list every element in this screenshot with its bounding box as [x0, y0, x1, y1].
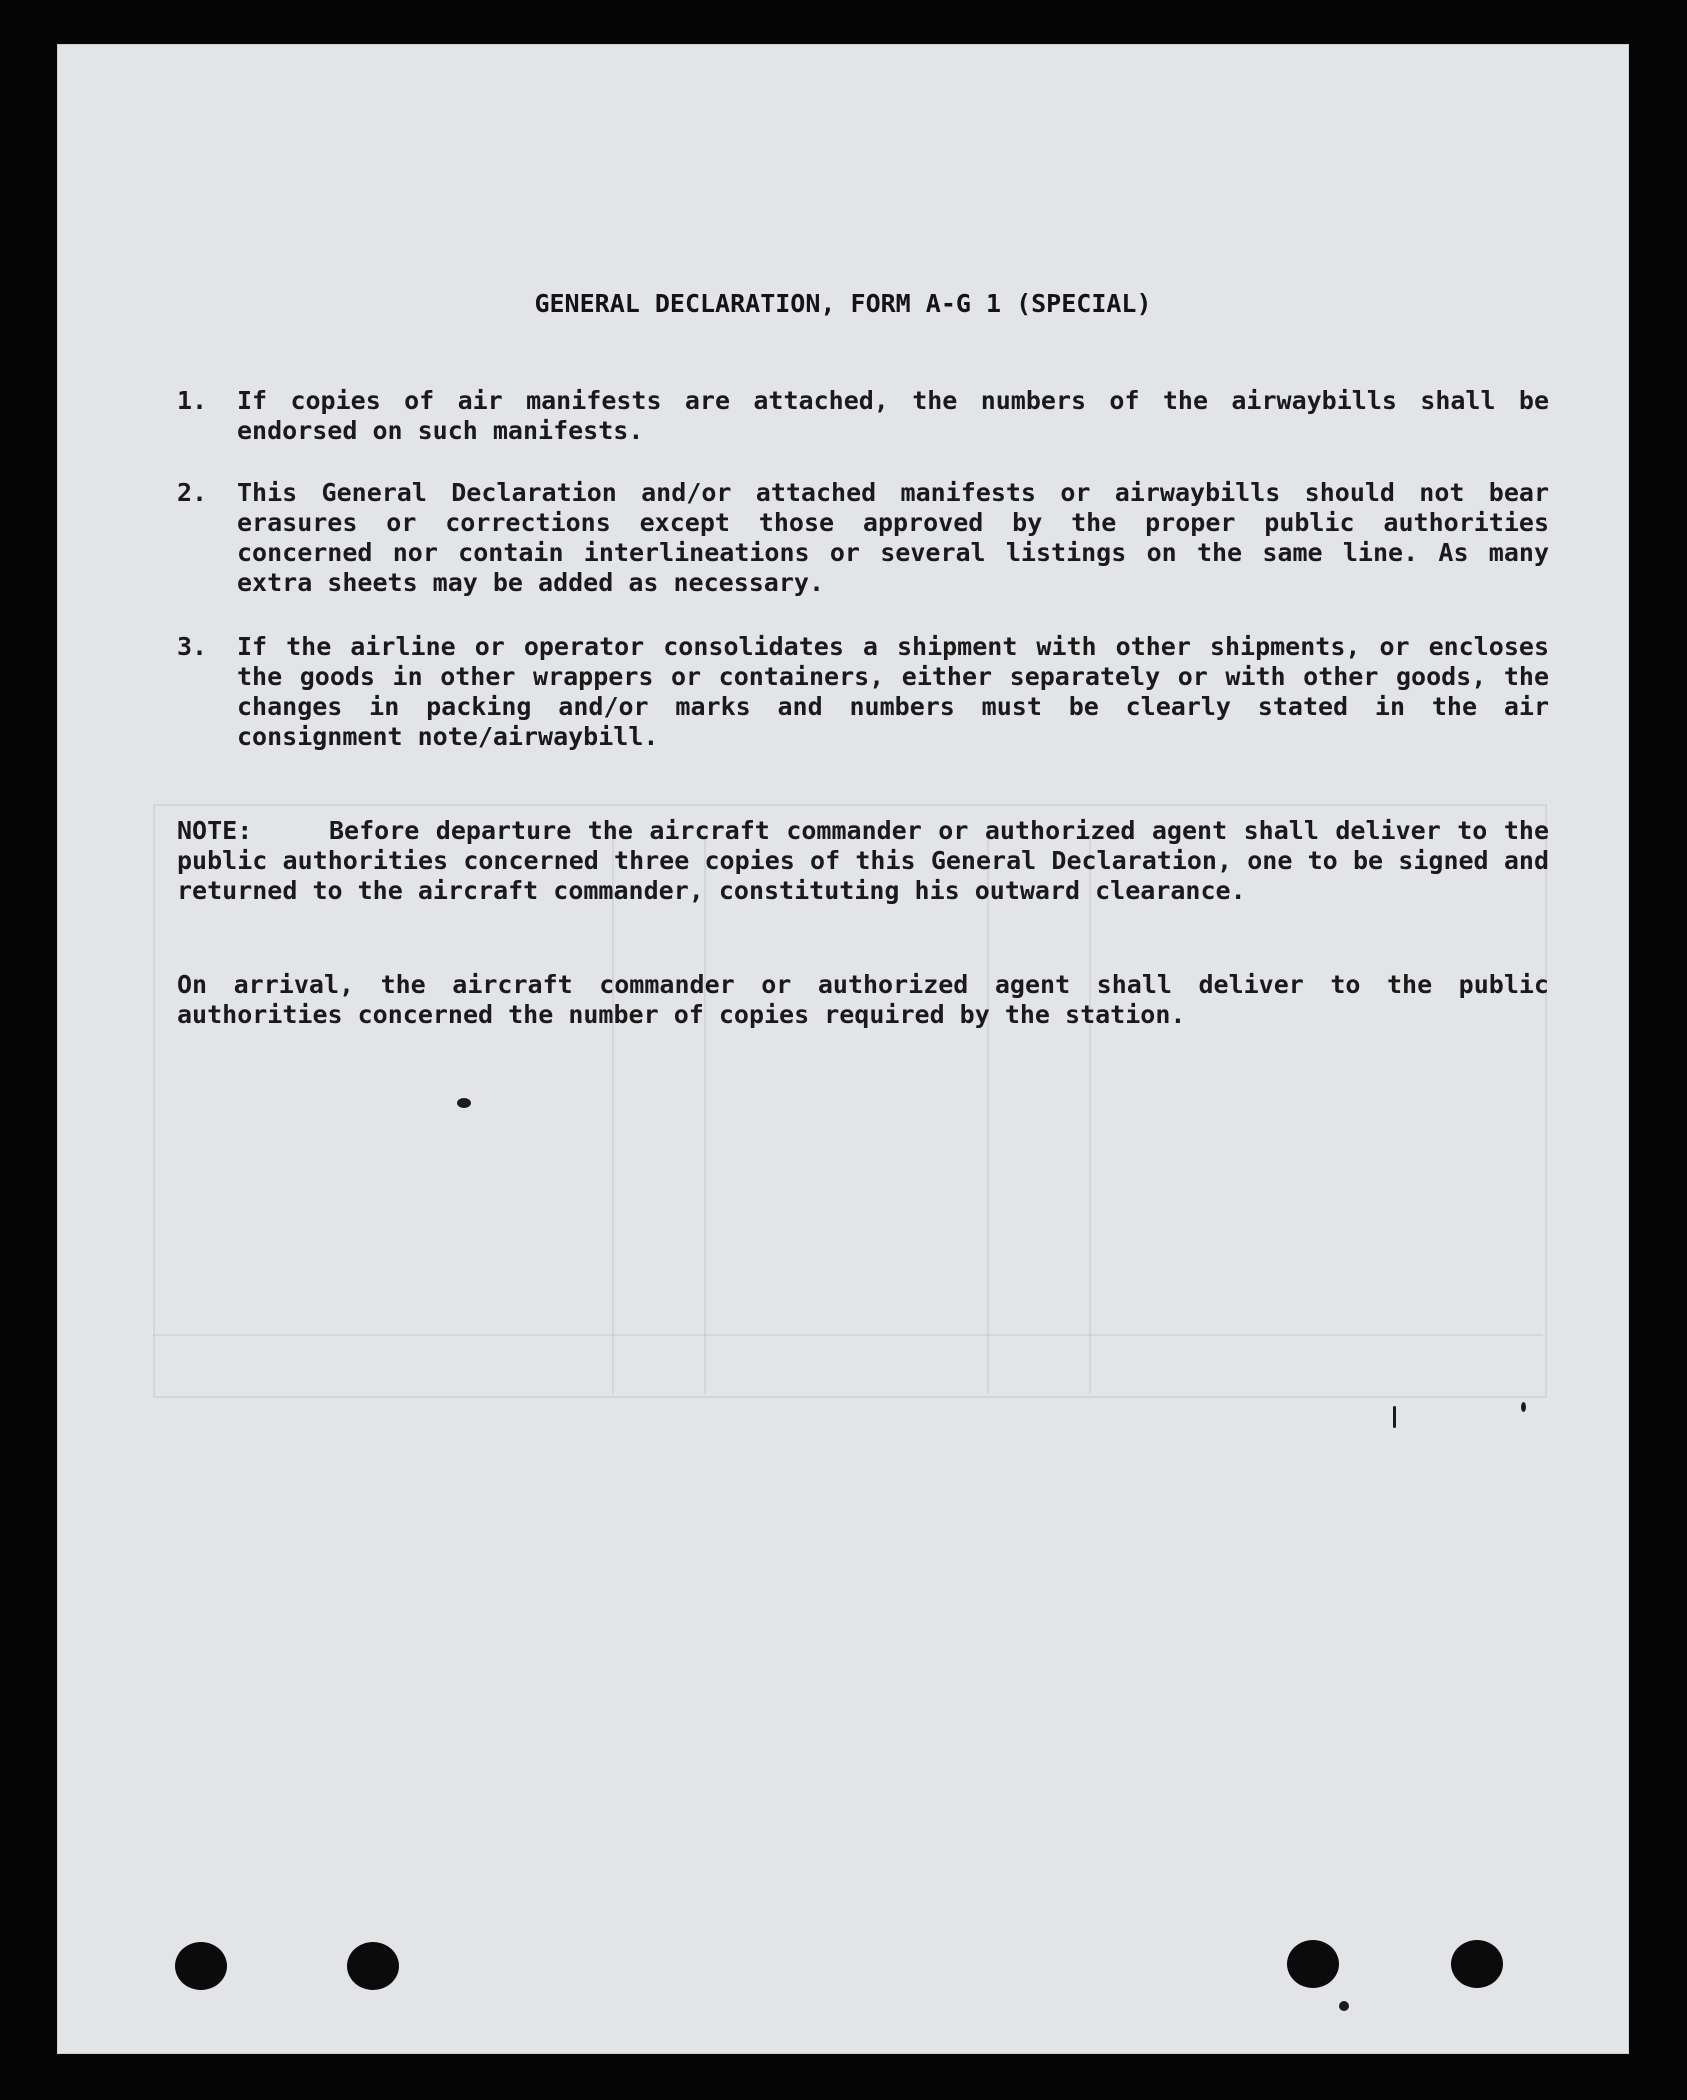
- list-item: [177, 632, 1549, 752]
- bleed-through-column: [612, 834, 706, 1394]
- note-paragraph: [177, 816, 1549, 906]
- punch-hole-icon: [1287, 1940, 1339, 1988]
- list-item: [177, 386, 1549, 446]
- document-page: [57, 44, 1629, 2054]
- item-number: 1.: [177, 386, 208, 415]
- punch-hole-icon: [175, 1942, 227, 1990]
- item-text: If copies of air manifests are attached, the numbers of the airwaybills shall be endorsed on such manifests.: [237, 386, 1549, 445]
- item-number: 2.: [177, 478, 208, 507]
- item-number: 3.: [177, 632, 208, 661]
- note-text: Before departure the aircraft commander or authorized agent shall deliver to the public authorities concerned three copies of this General Declaration, one to be signed and returned to the aircraft commander, constituting his outward clearance.: [177, 816, 1549, 905]
- punch-hole-icon: [1451, 1940, 1503, 1988]
- punch-hole-icon: [347, 1942, 399, 1990]
- bleed-through-column: [987, 834, 1091, 1394]
- ink-speck: [1393, 1406, 1396, 1428]
- ink-speck: [1339, 2001, 1349, 2011]
- item-text: This General Declaration and/or attached manifests or airwaybills should not bear erasures or corrections except those approved by the proper public authorities concerned nor contain interlineations or several listings on the same line. As many extra sheets may be added as necessary.: [237, 478, 1549, 597]
- item-text: If the airline or operator consolidates a shipment with other shipments, or encloses the goods in other wrappers or containers, either separately or with other goods, the changes in packing and/or marks and numbers must be clearly stated in the air consignment note/airwaybill.: [237, 632, 1549, 751]
- document-title: GENERAL DECLARATION, FORM A-G 1 (SPECIAL): [534, 289, 1152, 318]
- bleed-through-rule: [153, 1334, 1543, 1336]
- ink-speck: [1521, 1402, 1526, 1412]
- note-label: NOTE:: [177, 816, 253, 845]
- ink-speck: [457, 1098, 471, 1108]
- list-item: [177, 478, 1549, 598]
- arrival-paragraph: On arrival, the aircraft commander or authorized agent shall deliver to the public authorities concerned the number of copies required by the station.: [177, 970, 1549, 1029]
